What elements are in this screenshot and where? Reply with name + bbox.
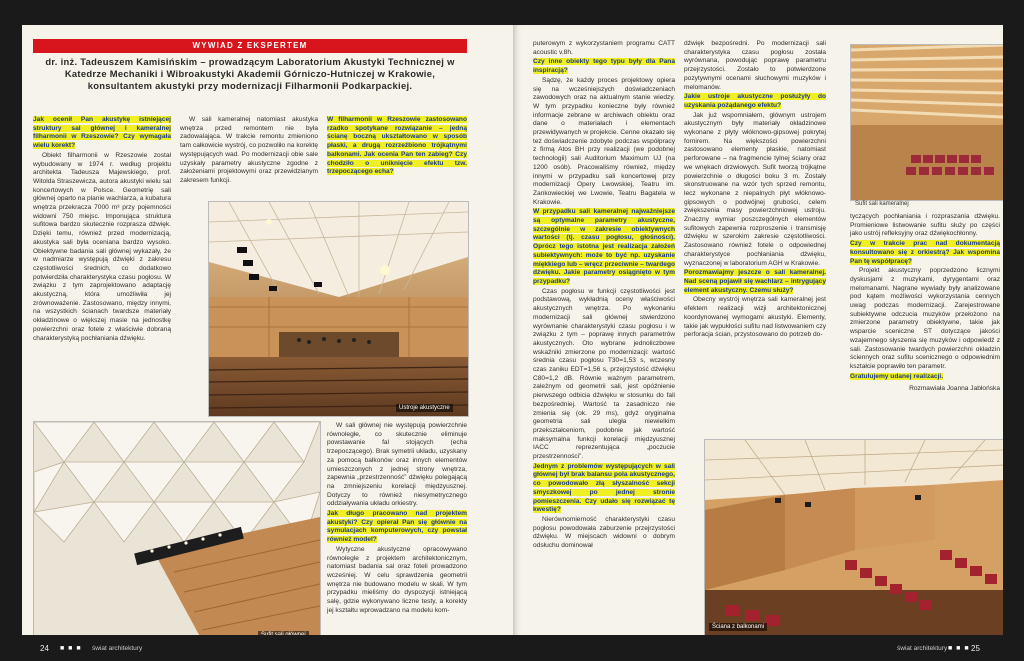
author-credit: Rozmawiała Joanna Jabłońska [909, 385, 1000, 393]
section-banner: WYWIAD Z EKSPERTEM [33, 39, 467, 53]
ceiling-illustration [34, 422, 320, 644]
answer-1b: W sali kameralnej natomiast akustyka wnętrza przed remontem nie była zadowalająca. W trakcie remontu zmieniono tam całkowicie wystrój, co pozwoliło na korektę występujących wad. Po modernizacji obie sale uzyskały parametry akustyczne zgodne z założeniami projektowymi oraz przewidzianym zakresem funkcji. [180, 116, 318, 184]
answer-3: Wytyczne akustyczne opracowywano równolegle z projektem architektonicznym, natomiast badania sal oraz foteli prowadzono wcześniej. W celu sprawdzenia geometrii wnętrza nie budowano modelu w skali. W tym przypadku mieliśmy do dyspozycji istniejącą salę, gdzie wykonywano liczne testy, a korekty jej kształtu wprowadzano na modelu kom- [327, 545, 467, 614]
chamber-illustration [851, 45, 1003, 200]
footer-squares-right: ■ ■ ■ [948, 645, 970, 652]
question-8: Porozmawiajmy jeszcze o sali kameralnej. Nad sceną pojawił się wachlarz – intrygujący element akustyczny. Czemu służy? [684, 269, 826, 294]
photo-chamber-hall [850, 44, 1003, 201]
answer-6-cont: dźwięk bezpośredni. Po modernizacji sali charakterystyka czasu pogłosu została wyrównana, powodując poprawę parametru przejrzystości. Zostało to potwierdzone pozytywnymi ocenami słuchowymi muzyków i melomanów. [684, 40, 826, 91]
column-6 [850, 213, 1000, 395]
page-number-left: 24 [40, 644, 49, 653]
answer-1: Obiekt filharmonii w Rzeszowie został wybudowany w 1974 r. według projektu architekta Tadeusza Majewskiego, prof. Witolda Straszewicza, autora akustyki wielu sal koncertowych w Polsce. Geometrię sali głównej oparto na planie wachlarza, a kubatura wnętrza przekracza 7000 m³ przy pojemności widowni 750 miejsc. Imponująca struktura sufitowa bardzo skutecznie rozprasza dźwięk. Dzięki temu, również przed modernizacją, akustyka sali była oceniana bardzo wysoko. Obiektywne badania sali głównej wykazały, że w nadmiarze występują dźwięki z zakresu częstotliwości średnich, co dodatkowo potwierdziła charakterystyka czasu pogłosu. W związku z tym zaprojektowano adaptację akustyczną, która umożliwiła jej zrównoważenie. Zastosowano, między innymi, na wszystkich ścianach twardsze materiały okładzinowe o większej masie na jednostkę powierzchni oraz fotele z właściwie dobraną charakterystyką pochłaniania dźwięku. [33, 151, 171, 342]
main-hall-illustration [209, 202, 468, 416]
right-page [513, 25, 1003, 661]
caption-main-hall: Ustroje akustyczne [396, 404, 453, 412]
answer-4: Sądzę, że każdy proces projektowy opiera się na wcześniejszych doświadczeniach zawodowych oraz na aktualnym stanie wiedzy. W tym przypadku konieczne były również informacje zebrane w archiwach obiektu oraz dane o materiałach i elementach przewidywanych w projekcie. Cenne okazało się też doświadczenie zdobyte podczas współpracy z firmą Atos BH przy realizacji (we podobnej technologii) sali Auditorium Maximum UJ (na 1200 osób). Pracowaliśmy również, między innymi w przypadku sali koncertowej przy modernizacji Opery Lwowskiej, Teatru im. Zankowieckiej we Lwowie, Teatru Bagatela w Krakowie. [533, 76, 675, 206]
column-2 [180, 116, 318, 187]
footer-right [513, 635, 1003, 661]
photo-main-hall [208, 201, 469, 417]
column-5 [684, 40, 826, 341]
question-6: Jednym z problemów występujących w sali głównej był brak balansu pola akustycznego, co powodowało złą słyszalność sekcji smyczkowej po jednej stronie pomieszczenia. Czy udało się rozwiązać tę kwestię? [533, 462, 675, 514]
question-3: Jak długo pracowano nad projektem akustyki? Czy opierał Pan się głównie na symulacjach komputerowych, czy powstał również model? [327, 510, 467, 544]
closing-line: Gratulujemy udanej realizacji. [850, 372, 944, 380]
answer-8: Obecny wystrój wnętrza sali kameralnej jest efektem realizacji wizji architektonicznej koordynowanej wymogami akustyki. Elementy, takie jak wypukłości sufitu nad listwowaniem czy perforacja ścian, przystosowano do potrzeb do- [684, 296, 826, 339]
question-2: W filharmonii w Rzeszowie zastosowano rzadko spotykane rozwiązanie – jedną ścianę boczną ukształtowano w sposób płaski, a drugą rozrzeźbiono trójkątnymi balkonami. Jak ocenia Pan ten zabieg? Czy chodziło o uniknięcie efektu tzw. trzepoczącego echa? [327, 116, 467, 176]
caption-balcony: Ściana z balkonami [709, 623, 767, 631]
answer-2: W sali głównej nie występują powierzchnie równoległe, co skutecznie eliminuje powstawanie fal stojących (echa trzepoczącego). Brak symetrii układu, uzyskany za pomocą balkonów oraz innych elementów umieszczonych z jednej strony wnętrza, zapewnia „przestrzenność” dźwięku polegającą na zmniejszeniu korelacji międzyusznej. Dotyczy to również niesymetrycznego oddziaływania układu orkiestry. [327, 422, 467, 508]
column-3-top [327, 116, 467, 178]
answer-8-cont: tyczących pochłaniania i rozpraszania dźwięku. Promieniowe listwowanie sufitu służy po części jako ustrój refleksyjny oraz dźwiękochłonny. [850, 213, 1000, 238]
photo-ceiling [33, 421, 321, 645]
answer-7: Jak już wspomniałem, głównym ustrojem akustycznym były materiały okładzinowe wykonane z płyty włóknowo-gipsowej pokrytej fornirem. Na większości powierzchni zastosowano elementy płaskie, natomiast perforowane – na fragmencie tylnej ściany oraz we wnękach drzwiowych. Sufit tworzą trójkątne powierzchnie o długości boku 3 m. Zostały skonstruowane na wzór tych sprzed remontu, lecz wykonane z niepalnych płyt włóknowo-gipsowych o podwójnej grubości, celem zwiększenia masy powierzchniowej ustroju. Znaczny wymiar poszczególnych elementów sufitowych zapewnia rozproszenie i transmisję dźwięku w szerokim zakresie częstotliwości. Zastosowano również fotele o odpowiednej charakterystyce pochłaniania dźwięku, wyznaczonej w laboratorium AGH w Krakowie. [684, 111, 826, 267]
column-4 [533, 40, 675, 552]
page-number-right: 25 [971, 644, 980, 653]
question-7: Jakie ustroje akustyczne posłużyły do uzyskania pożądanego efektu? [684, 93, 826, 109]
footer-squares-left: ■ ■ ■ [60, 645, 82, 652]
question-9: Czy w trakcie prac nad dokumentacją konsultowano się z orkiestrą? Jak wspomina Pan tę współpracę? [850, 240, 1000, 265]
magazine-name-left: świat architektury [92, 645, 143, 652]
left-page [22, 25, 513, 661]
headline: dr. inż. Tadeuszem Kamisińskim – prowadzącym Laboratorium Akustyki Technicznej w Katedrze Mechaniki i Wibroakustyki Akademii Górniczo-Hutniczej w Krakowie, konsultantem akustyki przy modernizacji Filharmonii Podkarpackiej. [45, 56, 455, 91]
balcony-illustration [705, 440, 1003, 637]
magazine-name-right: świat architektury [897, 645, 948, 652]
answer-6: Nierównomierność charakterystyki czasu pogłosu powodowała zaburzenie przejrzystości dźwięku. W miejscach widowni o dobrym odsłuchu dominował [533, 515, 675, 550]
footer-left [22, 635, 513, 661]
answer-3-cont: puterowym z wykorzystaniem programu CATT acoustic v.8h. [533, 40, 675, 56]
column-1 [33, 116, 171, 416]
answer-5: Czas pogłosu w funkcji częstotliwości jest podstawową, wykładnią oceny właściwości akustycznych wnętrza. Po wykonaniu modernizacji sali głównej stwierdzono wyrównanie charakterystyki czasu pogłosu i w związku z tym – poprawę innych parametrów akustycznych. Oto wybrane jednoliczbowe wskaźniki zmierzone po modernizacji: wartość średnia czasu pogłosu T30=1,53 s, wczesny czas zaniku EDT=1,56 s, przejrzystość dźwięku C80=1,2 dB. Równie ważnym parametrem, zależnym od geometrii sali, jest opóźnienie pierwszego odbicia dźwięku w stosunku do fali bezpośredniej. Wartość ta zasadniczo nie zmienia się (ok. 29 ms), gdyż oryginalna geometria sali uległa niewielkim przekształceniom, podobnie jak wartość maksymalna funkcji korelacji międzyusznej IACC reprezentująca „poczucie przestrzenności”. [533, 287, 675, 461]
question-4: Czy inne obiekty tego typu były dla Pana inspiracją? [533, 58, 675, 75]
column-3-bottom [327, 422, 467, 616]
question-5: W przypadku sali kameralnej najważniejsze są optymalne parametry akustyczne, szczególnie w zakresie obiektywnych wartości (tj. czasu pogłosu, głośności). Oprócz tego istotna jest realizacja założeń subiektywnych: może to być np. uzyskanie miękkiego lub – wręcz przeciwnie – twardego dźwięku. Jakie parametry osiągnięto w tym przypadku? [533, 208, 675, 285]
photo-balcony-wall [704, 439, 1003, 638]
question-1: Jak ocenił Pan akustykę istniejącej struktury sal głównej i kameralnej filharmonii w Rzeszowie? Czy wymagała wielu korekt? [33, 116, 171, 150]
caption-chamber: Sufit sali kameralnej [855, 201, 909, 207]
answer-9: Projekt akustyczny poprzedzono licznymi dyskusjami z muzykami, dyrygentami oraz melomanami. Nagrane wywiady były analizowane pod kątem możliwości wykorzystania cennych uwag podczas modernizacji. Zarejestrowane subiektywne odczucia muzyków przełożono na zmierzone parametry obiektywne, takie jak wsparcie sceniczne ST dotyczące jakości wzajemnego słyszenia się muzyków i odpowiedź z sali. Zastosowanie twardych powierzchni okładzin ściennych oraz sufitu scenicznego o odpowiednim kształcie poprawiło ten parametr. [850, 267, 1000, 370]
